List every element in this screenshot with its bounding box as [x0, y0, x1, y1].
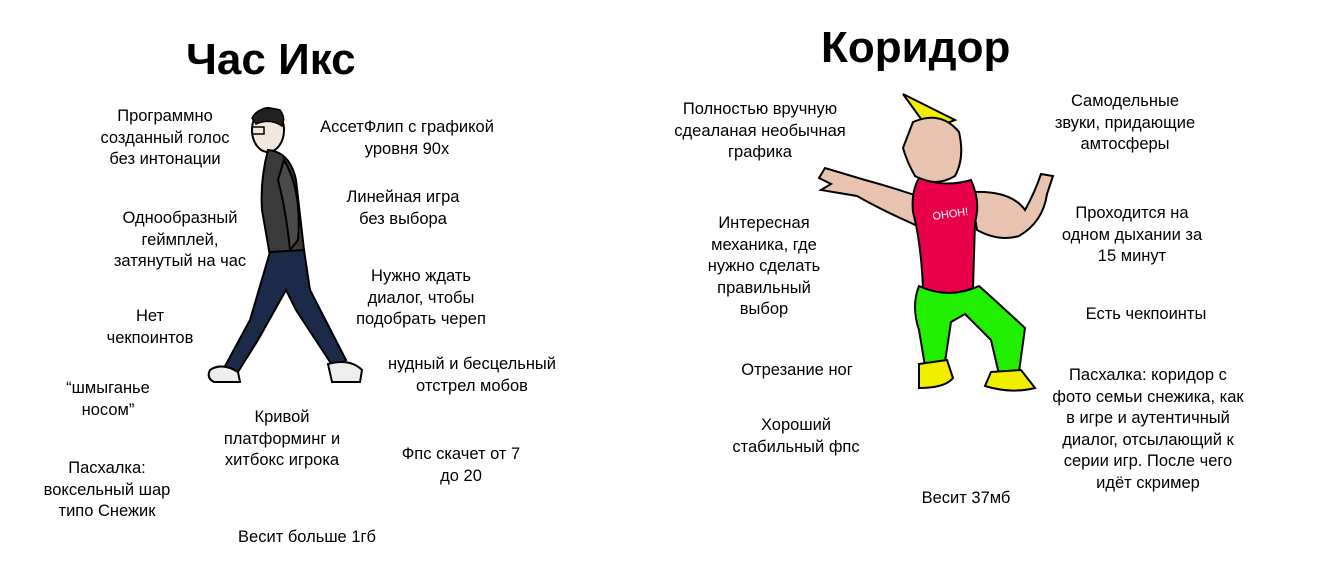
caption-linear: Линейная игра без выбора	[346, 188, 460, 228]
caption-sounds: Самодельные звуки, придающие амтосферы	[1054, 92, 1196, 153]
caption-fps-stable: Хороший стабильный фпс	[732, 416, 860, 456]
caption-voice: Программно созданный голос без интонации	[100, 107, 230, 168]
caption-easter-left: Пасхалка: воксельный шар типо Снежик	[43, 459, 171, 520]
left-title: Час Икс	[186, 35, 356, 84]
caption-dialog: Нужно ждать диалог, чтобы подобрать череп	[356, 267, 486, 328]
caption-size-right: Весит 37мб	[921, 489, 1011, 507]
caption-sniff: “шмыганье носом”	[66, 379, 150, 419]
caption-fps-unstable: Фпс скачет от 7 до 20	[401, 445, 521, 485]
caption-legs: Отрезание ног	[741, 361, 853, 379]
caption-one-breath: Проходится на одном дыхании за 15 минут	[1061, 204, 1203, 265]
caption-platforming: Кривой платформинг и хитбокс игрока	[223, 408, 341, 469]
caption-checkpoints: Есть чекпоинты	[1085, 305, 1207, 323]
right-title: Коридор	[821, 23, 1011, 72]
caption-easter-right: Пасхалка: коридор с фото семьи снежика, как в игре и аутентичный диалог, отсылающий к серии игр. После чего идёт скример	[1052, 366, 1244, 492]
caption-mechanic: Интересная механика, где нужно сделать правильный выбор	[707, 214, 821, 318]
chad-figure	[815, 92, 1065, 402]
shirt-text: ОНОН!	[931, 206, 970, 223]
caption-graphics: Полностью вручную сдеаланая необычная графика	[674, 100, 846, 161]
caption-shooting: нудный и бесцельный отстрел мобов	[387, 355, 557, 395]
caption-no-checkpoints: Нет чекпоинтов	[106, 307, 194, 347]
caption-assetflip: АссетФлип с графикой уровня 90х	[320, 118, 494, 158]
caption-gameplay: Однообразный геймплей, затянутый на час	[113, 209, 247, 270]
caption-size-left: Весит больше 1гб	[238, 528, 376, 546]
